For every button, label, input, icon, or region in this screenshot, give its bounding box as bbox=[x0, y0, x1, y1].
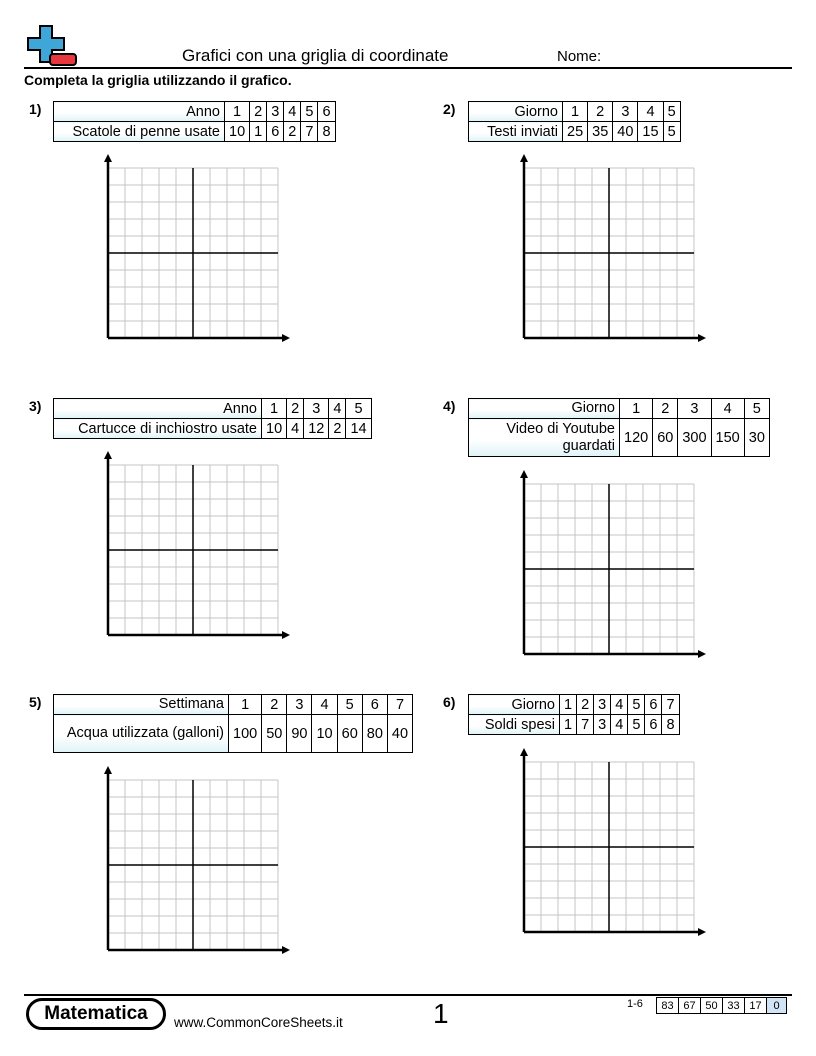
y-cell: 25 bbox=[563, 122, 588, 142]
score-cell: 67 bbox=[679, 998, 701, 1014]
score-cell: 83 bbox=[657, 998, 679, 1014]
y-cell: 4 bbox=[611, 715, 628, 735]
y-cell: 5 bbox=[663, 122, 680, 142]
x-cell: 3 bbox=[613, 102, 638, 122]
table-value-row bbox=[469, 419, 770, 457]
brand-badge: Matematica bbox=[26, 998, 166, 1030]
x-cell: 1 bbox=[225, 102, 250, 122]
problem-4-coordinate-grid[interactable] bbox=[514, 470, 710, 662]
table-value-row bbox=[469, 715, 680, 735]
x-cell: 5 bbox=[301, 102, 318, 122]
plus-minus-logo-icon bbox=[24, 24, 80, 68]
x-cell: 5 bbox=[663, 102, 680, 122]
x-cell: 2 bbox=[653, 399, 678, 419]
score-cell: 17 bbox=[745, 998, 767, 1014]
x-axis-arrow-icon bbox=[698, 928, 706, 936]
name-label: Nome: bbox=[557, 48, 602, 65]
problem-5-number: 5) bbox=[29, 694, 42, 710]
y-cell: 15 bbox=[638, 122, 663, 142]
row-label-cell: Testi inviati bbox=[469, 122, 563, 142]
x-cell: 3 bbox=[304, 399, 329, 419]
y-cell: 80 bbox=[362, 715, 387, 753]
x-cell: 5 bbox=[346, 399, 371, 419]
x-cell: 3 bbox=[287, 695, 312, 715]
x-cell: 4 bbox=[611, 695, 628, 715]
table-header-row bbox=[469, 695, 680, 715]
row-label-cell: Scatole di penne usate bbox=[54, 122, 225, 142]
x-cell: 2 bbox=[250, 102, 267, 122]
x-cell: 5 bbox=[744, 399, 769, 419]
x-cell: 3 bbox=[678, 399, 711, 419]
y-cell: 150 bbox=[711, 419, 744, 457]
x-cell: 4 bbox=[638, 102, 663, 122]
page-title: Grafici con una griglia di coordinate bbox=[182, 46, 449, 65]
y-cell: 10 bbox=[262, 419, 287, 439]
table-value-row bbox=[54, 419, 372, 439]
y-cell: 4 bbox=[287, 419, 304, 439]
table-value-row bbox=[469, 122, 681, 142]
table-header-row bbox=[54, 102, 336, 122]
problem-6-coordinate-grid[interactable] bbox=[514, 748, 710, 940]
table-header-row bbox=[54, 399, 372, 419]
x-cell: 5 bbox=[628, 695, 645, 715]
site-url: www.CommonCoreSheets.it bbox=[174, 1015, 343, 1030]
problem-5-table bbox=[53, 694, 413, 753]
problem-6-number: 6) bbox=[443, 694, 456, 710]
y-cell: 90 bbox=[287, 715, 312, 753]
y-axis-arrow-icon bbox=[104, 451, 112, 459]
x-cell: 2 bbox=[577, 695, 594, 715]
page-number: 1 bbox=[433, 998, 449, 1029]
x-axis-arrow-icon bbox=[698, 650, 706, 658]
y-cell: 12 bbox=[304, 419, 329, 439]
table-value-row bbox=[54, 715, 413, 753]
x-cell: 2 bbox=[287, 399, 304, 419]
header-label-cell: Settimana bbox=[54, 695, 229, 715]
header-divider bbox=[24, 67, 792, 69]
y-axis-arrow-icon bbox=[520, 154, 528, 162]
y-axis-arrow-icon bbox=[520, 470, 528, 478]
problem-1-number: 1) bbox=[29, 101, 42, 117]
y-cell: 6 bbox=[267, 122, 284, 142]
problem-6-table bbox=[468, 694, 680, 735]
score-cell: 0 bbox=[767, 998, 787, 1014]
y-cell: 40 bbox=[613, 122, 638, 142]
y-cell: 35 bbox=[588, 122, 613, 142]
x-cell: 4 bbox=[312, 695, 337, 715]
problem-4-table bbox=[468, 398, 770, 457]
table-header-row bbox=[469, 399, 770, 419]
x-cell: 2 bbox=[588, 102, 613, 122]
y-cell: 7 bbox=[301, 122, 318, 142]
y-cell: 1 bbox=[560, 715, 577, 735]
x-axis-arrow-icon bbox=[282, 334, 290, 342]
x-cell: 5 bbox=[337, 695, 362, 715]
y-cell: 60 bbox=[653, 419, 678, 457]
header-label-cell: Anno bbox=[54, 399, 262, 419]
row-label-cell: Cartucce di inchiostro usate bbox=[54, 419, 262, 439]
row-label-cell: Soldi spesi bbox=[469, 715, 560, 735]
x-cell: 6 bbox=[362, 695, 387, 715]
x-axis-arrow-icon bbox=[282, 631, 290, 639]
x-cell: 3 bbox=[594, 695, 611, 715]
header-label-cell: Giorno bbox=[469, 695, 560, 715]
x-cell: 1 bbox=[229, 695, 262, 715]
problem-5-coordinate-grid[interactable] bbox=[98, 766, 294, 958]
x-cell: 4 bbox=[711, 399, 744, 419]
x-cell: 6 bbox=[318, 102, 335, 122]
y-cell: 120 bbox=[620, 419, 653, 457]
problem-2-number: 2) bbox=[443, 101, 456, 117]
y-cell: 100 bbox=[229, 715, 262, 753]
x-axis-arrow-icon bbox=[698, 334, 706, 342]
y-cell: 7 bbox=[577, 715, 594, 735]
table-header-row bbox=[54, 695, 413, 715]
y-cell: 10 bbox=[312, 715, 337, 753]
y-cell: 60 bbox=[337, 715, 362, 753]
x-cell: 1 bbox=[262, 399, 287, 419]
problem-1-coordinate-grid[interactable] bbox=[98, 154, 294, 346]
problem-3-table bbox=[53, 398, 372, 439]
problem-1-table bbox=[53, 101, 336, 142]
y-cell: 50 bbox=[262, 715, 287, 753]
x-cell: 7 bbox=[662, 695, 679, 715]
x-cell: 2 bbox=[262, 695, 287, 715]
y-cell: 6 bbox=[645, 715, 662, 735]
y-axis-arrow-icon bbox=[104, 766, 112, 774]
score-range-label: 1-6 bbox=[627, 998, 643, 1010]
problem-4-number: 4) bbox=[443, 398, 456, 414]
score-cell: 33 bbox=[723, 998, 745, 1014]
x-cell: 1 bbox=[563, 102, 588, 122]
y-cell: 14 bbox=[346, 419, 371, 439]
y-cell: 8 bbox=[662, 715, 679, 735]
y-cell: 40 bbox=[387, 715, 412, 753]
x-cell: 1 bbox=[560, 695, 577, 715]
y-axis-arrow-icon bbox=[520, 748, 528, 756]
y-cell: 8 bbox=[318, 122, 335, 142]
instructions: Completa la griglia utilizzando il grafico. bbox=[24, 72, 292, 88]
y-cell: 3 bbox=[594, 715, 611, 735]
table-value-row bbox=[54, 122, 336, 142]
y-cell: 2 bbox=[329, 419, 346, 439]
x-cell: 6 bbox=[645, 695, 662, 715]
row-label-cell: Video di Youtube guardati bbox=[469, 419, 620, 457]
problem-3-coordinate-grid[interactable] bbox=[98, 451, 294, 643]
x-cell: 4 bbox=[284, 102, 301, 122]
score-cell: 50 bbox=[701, 998, 723, 1014]
header-label-cell: Giorno bbox=[469, 102, 563, 122]
y-cell: 30 bbox=[744, 419, 769, 457]
problem-2-table bbox=[468, 101, 681, 142]
row-label-cell: Acqua utilizzata (galloni) bbox=[54, 715, 229, 753]
y-cell: 300 bbox=[678, 419, 711, 457]
x-cell: 4 bbox=[329, 399, 346, 419]
problem-3-number: 3) bbox=[29, 398, 42, 414]
y-cell: 2 bbox=[284, 122, 301, 142]
header-label-cell: Anno bbox=[54, 102, 225, 122]
y-cell: 10 bbox=[225, 122, 250, 142]
problem-2-coordinate-grid[interactable] bbox=[514, 154, 710, 346]
table-header-row bbox=[469, 102, 681, 122]
score-row bbox=[657, 998, 787, 1014]
footer-divider bbox=[24, 994, 792, 996]
y-axis-arrow-icon bbox=[104, 154, 112, 162]
score-table bbox=[656, 997, 787, 1014]
x-axis-arrow-icon bbox=[282, 946, 290, 954]
x-cell: 1 bbox=[620, 399, 653, 419]
y-cell: 5 bbox=[628, 715, 645, 735]
x-cell: 3 bbox=[267, 102, 284, 122]
header-label-cell: Giorno bbox=[469, 399, 620, 419]
y-cell: 1 bbox=[250, 122, 267, 142]
x-cell: 7 bbox=[387, 695, 412, 715]
